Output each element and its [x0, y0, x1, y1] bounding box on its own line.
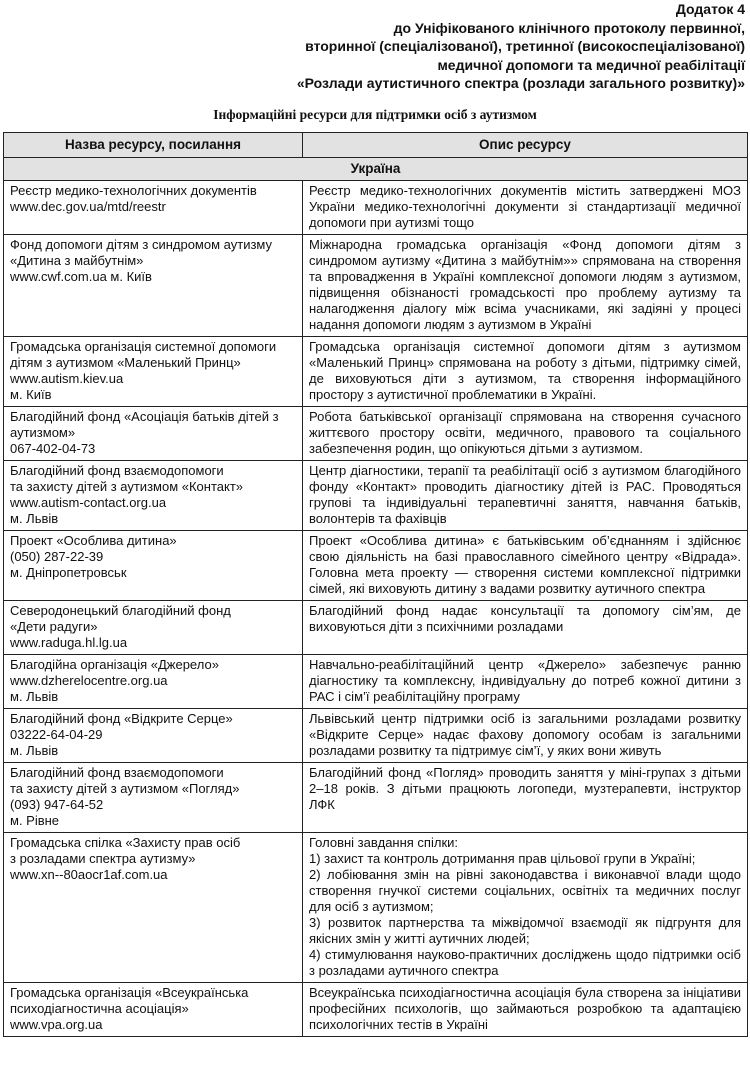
resource-name-line: Проект «Особлива дитина» [10, 532, 177, 548]
resource-name-line: www.autism-contact.org.ua [10, 494, 167, 510]
table-row [4, 600, 748, 654]
table-row [4, 530, 748, 600]
resource-name-line: Громадська організація системної допомоги дітям з аутизмом «Маленький Принц» [10, 338, 277, 370]
resource-name-line: Благодійний фонд взаємодопомоги [10, 462, 224, 478]
resource-description-cell: Львівський центр підтримки осіб із загальними розладами розвитку «Відкрите Серце» надає фахову допомогу особам із загальними розладами розвитку та підтримує сім’ї, у яких вони живуть [303, 708, 748, 762]
resource-description-line: 2) лобіювання змін на рівні законодавства і виконавчої влади щодо створення гнучкої системи соціальних, освітніх та медичних послуг для осіб з аутизмом; [309, 866, 741, 914]
resource-name-cell [4, 234, 303, 336]
table-header-row [4, 132, 748, 157]
column-header-description: Опис ресурсу [303, 132, 748, 157]
resource-description-line: Головні завдання спілки: [309, 834, 459, 850]
resource-name-line: (050) 287-22-39 [10, 548, 104, 564]
resource-name-line: www.xn--80aocr1af.com.ua [10, 866, 168, 882]
resource-name-line: «Дети радуги» [10, 618, 98, 634]
column-header-name: Назва ресурсу, посилання [4, 132, 303, 157]
resource-name-line: м. Львів [10, 510, 59, 526]
table-row [4, 234, 748, 336]
resource-name-line: Северодонецький благодійний фонд [10, 602, 231, 618]
resource-name-line: м. Львів [10, 742, 59, 758]
resource-name-cell [4, 762, 303, 832]
resource-name-line: м. Київ [10, 386, 52, 402]
resource-name-cell [4, 530, 303, 600]
resource-description-cell: Благодійний фонд надає консультації та допомогу сім’ям, де виховуються діти з психічними розладами [303, 600, 748, 654]
table-row [4, 832, 748, 982]
resources-table [3, 132, 748, 1037]
section-row [4, 157, 748, 180]
resource-name-line: з розладами спектра аутизму» [10, 850, 196, 866]
resource-name-cell [4, 982, 303, 1036]
table-row [4, 708, 748, 762]
resource-description-cell: Міжнародна громадська організація «Фонд допомоги дітям з синдромом аутизму «Дитина з майбутнім»» спрямована на створення та впровадження в Україні комплексної допомоги людям з аутизмом, підвищення обізнаності громадськості про проблему аутизму та налагодження діалогу між всіма учасниками, які задіяні у процесі надання допомоги людям з аутизмом в Україні [303, 234, 748, 336]
table-row [4, 406, 748, 460]
resource-name-line: м. Львів [10, 688, 59, 704]
resource-name-line: Громадська спілка «Захисту прав осіб [10, 834, 241, 850]
resource-name-line: 067-402-04-73 [10, 440, 96, 456]
resource-description-cell: Благодійний фонд «Погляд» проводить заняття у міні-групах з дітьми 2–18 років. З дітьми працюють логопеди, музтерапевти, інструктор ЛФК [303, 762, 748, 832]
resource-name-line: www.autism.kiev.ua [10, 370, 124, 386]
resource-name-cell [4, 180, 303, 234]
resource-name-line: www.raduga.hl.lg.ua [10, 634, 128, 650]
resource-name-cell [4, 336, 303, 406]
resource-name-line: м. Дніпропетровськ [10, 564, 127, 580]
resource-name-line: Благодійний фонд «Асоціація батьків дітей з аутизмом» [10, 408, 279, 440]
resource-description-cell: Центр діагностики, терапії та реабілітації осіб з аутизмом благодійного фонду «Контакт» проводить діагностику дітей із РАС. Проводяться групові та індивідуальні терапевтичні заняття, навчання батьків, волонтерів та фахівців [303, 460, 748, 530]
resource-name-line: www.vpa.org.ua [10, 1016, 103, 1032]
resource-name-line: www.dec.gov.ua/mtd/reestr [10, 198, 166, 214]
resource-name-cell [4, 600, 303, 654]
resource-description-cell: Громадська організація системної допомоги дітям з аутизмом «Маленький Принц» спрямована на роботу з дітьми, підтримку сімей, де виховуються діти з аутизмом, та створення інформаційного простору з аутистичної проблематики в Україні. [303, 336, 748, 406]
resource-name-line: 03222-64-04-29 [10, 726, 103, 742]
resource-name-cell [4, 406, 303, 460]
resource-description-cell: Проект «Особлива дитина» є батьківським об’єднанням і здійснює свою діяльність на базі православного сімейного центру «Відрада». Головна мета проекту — створення системи комплексної підтримки сімей, які виховують дитину з вадами розвитку аутичного спектра [303, 530, 748, 600]
resource-description-line: 3) розвиток партнерства та міжвідомчої взаємодії як підгрунтя для якісних змін у житті аутичних людей; [309, 914, 741, 946]
resource-name-cell [4, 832, 303, 982]
document-title: Інформаційні ресурси для підтримки осіб з аутизмом [213, 106, 537, 122]
resource-name-line: Благодійний фонд взаємодопомоги [10, 764, 224, 780]
resource-name-line: www.dzherelocentre.org.ua [10, 672, 168, 688]
table-row [4, 762, 748, 832]
resource-name-line: та захисту дітей з аутизмом «Погляд» [10, 780, 240, 796]
table-row [4, 460, 748, 530]
resource-description-cell [303, 832, 748, 982]
header-line: до Уніфікованого клінічного протоколу первинної, [393, 19, 745, 36]
table-row [4, 654, 748, 708]
resource-description-line: 1) захист та контроль дотримання прав цільової групи в Україні; [309, 850, 696, 866]
resource-name-line: Благодійний фонд «Відкрите Серце» [10, 710, 233, 726]
resource-name-line: Благодійна організація «Джерело» [10, 656, 219, 672]
section-title: Україна [4, 157, 748, 180]
resource-description-cell: Навчально-реабілітаційний центр «Джерело» забезпечує ранню діагностику та комплексну, індивідуальну до потреб кожної дитини з РАС і сім’ї реабілітаційну програму [303, 654, 748, 708]
resource-name-line: м. Рівне [10, 812, 60, 828]
resource-name-line: Реєстр медико-технологічних документів [10, 182, 257, 198]
resource-name-cell [4, 654, 303, 708]
resource-description-cell: Всеукраїнська психодіагностична асоціація була створена за ініціативи професійних психологів, що займаються розробкою та адаптацією психологічних тестів в Україні [303, 982, 748, 1036]
resource-name-line: www.cwf.com.ua м. Київ [10, 268, 152, 284]
resource-description-cell: Робота батьківської організації спрямована на створення сучасного життєвого простору освіти, медичного, правового та соціального забезпечення родин, що опікуються дітьми з аутизмом. [303, 406, 748, 460]
header-line: вторинної (спеціалізованої), третинної (високоспеціалізованої) [305, 38, 745, 54]
appendix-header [3, 0, 747, 93]
header-line: Додаток 4 [675, 1, 745, 17]
resource-description-cell: Реєстр медико-технологічних документів містить затверджені МОЗ України медико-технологічні документи зі стандартизації медичної допомоги при аутизмі тощо [303, 180, 748, 234]
resource-name-line: (093) 947-64-52 [10, 796, 104, 812]
resource-name-line: та захисту дітей з аутизмом «Контакт» [10, 478, 244, 494]
table-row [4, 180, 748, 234]
resource-name-line: Фонд допомоги дітям з синдромом аутизму «Дитина з майбутнім» [10, 236, 272, 268]
resource-description-line: 4) стимулювання науково-практичних досліджень щодо підтримки осіб з розладами аутичного спектра [309, 946, 741, 978]
header-line: медичної допомоги та медичної реабілітації [437, 56, 745, 73]
resource-name-cell [4, 708, 303, 762]
table-row [4, 336, 748, 406]
resource-name-cell [4, 460, 303, 530]
header-line: «Розлади аутистичного спектра (розлади загального розвитку)» [296, 75, 745, 91]
resource-name-line: Громадська організація «Всеукраїнська психодіагностична асоціація» [10, 984, 249, 1016]
table-row [4, 982, 748, 1036]
